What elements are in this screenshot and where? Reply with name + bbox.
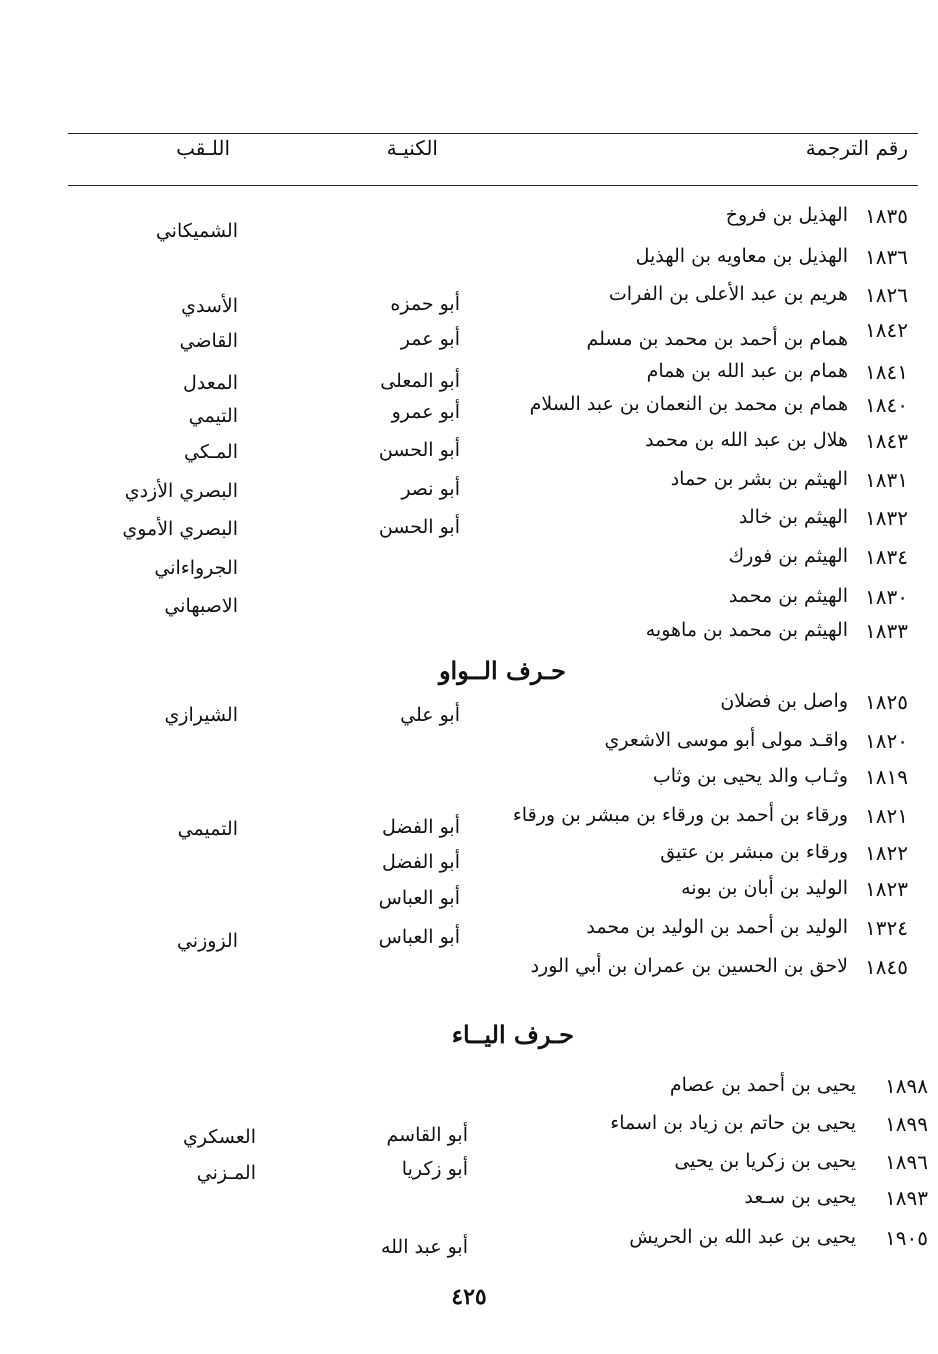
table-row bbox=[0, 955, 938, 987]
header-bottom-rule bbox=[68, 185, 918, 186]
table-row bbox=[0, 916, 938, 952]
entry-name: الوليد بن أحمد بن الوليد بن محمد bbox=[586, 916, 848, 938]
entry-number: ١٨٤٢ bbox=[865, 318, 908, 342]
entry-kunya: أبو علي bbox=[400, 704, 460, 726]
entry-name: ورقاء بن مبشر بن عتيق bbox=[660, 841, 848, 863]
entry-laqab: المـكي bbox=[184, 441, 238, 463]
table-row bbox=[0, 690, 938, 726]
entry-laqab: البصري الأزدي bbox=[124, 480, 238, 502]
entry-number: ١٨٩٣ bbox=[885, 1186, 928, 1210]
table-row bbox=[0, 245, 938, 277]
table-row bbox=[0, 506, 938, 538]
table-row bbox=[0, 1112, 938, 1148]
entry-name: هريم بن عبد الأعلى بن الفرات bbox=[608, 283, 848, 305]
entry-laqab: التميمي bbox=[177, 818, 238, 840]
entry-number: ١٨٣٢ bbox=[865, 506, 908, 530]
entry-number: ١٨١٩ bbox=[865, 765, 908, 789]
entry-name: الوليد بن أبان بن بونه bbox=[681, 877, 848, 899]
entry-number: ١٨٣١ bbox=[865, 468, 908, 492]
entry-number: ١٨٣٣ bbox=[865, 619, 908, 643]
entry-number: ١٨٢٥ bbox=[865, 690, 908, 714]
entry-kunya: أبو الحسن bbox=[378, 439, 460, 461]
entry-laqab: الشيرازي bbox=[164, 704, 238, 726]
entry-name: يحيى بن زكريا بن يحيى bbox=[674, 1150, 856, 1172]
table-row bbox=[0, 765, 938, 797]
entry-kunya: أبو الحسن bbox=[378, 516, 460, 538]
entry-kunya: أبو المعلى bbox=[380, 370, 460, 392]
entry-number: ١٨٩٦ bbox=[885, 1150, 928, 1174]
table-row bbox=[0, 1186, 938, 1218]
entry-number: ١٨٩٨ bbox=[885, 1074, 928, 1098]
entry-number: ١٨٢٢ bbox=[865, 841, 908, 865]
entry-laqab: الزوزني bbox=[176, 930, 238, 952]
table-row bbox=[0, 468, 938, 500]
entry-laqab: البصري الأموي bbox=[122, 518, 238, 540]
entry-name: وثـاب والد يحيى بن وثاب bbox=[652, 765, 848, 787]
entry-number: ١٨٣٠ bbox=[865, 585, 908, 609]
entry-number: ١٨٢٣ bbox=[865, 877, 908, 901]
header-number-column: رقم الترجمة bbox=[805, 136, 908, 160]
table-row bbox=[0, 393, 938, 425]
entry-number: ١٨٣٦ bbox=[865, 245, 908, 269]
entry-name: لاحق بن الحسين بن عمران بن أبي الورد bbox=[530, 955, 848, 977]
entry-laqab: العسكري bbox=[182, 1126, 256, 1148]
entry-number: ١٣٢٤ bbox=[865, 916, 908, 940]
entry-laqab: القاضي bbox=[179, 330, 238, 352]
entry-name: همام بن محمد بن النعمان بن عبد السلام bbox=[529, 393, 848, 415]
entry-laqab: الجرواءاني bbox=[154, 557, 238, 579]
entry-name: ورقاء بن أحمد بن ورقاء بن مبشر بن ورقاء bbox=[512, 804, 848, 826]
table-row bbox=[0, 545, 938, 577]
entry-name: الهيثم بن بشر بن حماد bbox=[670, 468, 848, 490]
section-title-waw: حـرف الــواو bbox=[438, 656, 566, 685]
entry-name: واقـد مولى أبو موسى الاشعري bbox=[604, 729, 848, 751]
section-title-ya: حـرف اليــاء bbox=[451, 1020, 574, 1049]
entry-number: ١٨٢٠ bbox=[865, 729, 908, 753]
entry-name: هلال بن عبد الله بن محمد bbox=[645, 429, 848, 451]
entry-name: الهيثم بن خالد bbox=[738, 506, 848, 528]
entry-laqab: التيمي bbox=[188, 405, 238, 427]
entry-number: ١٩٠٥ bbox=[885, 1226, 928, 1250]
entry-name: الهيثم بن فورك bbox=[728, 545, 848, 567]
entry-name: الهيثم بن محمد بن ماهويه bbox=[645, 619, 848, 641]
entry-number: ١٨٣٤ bbox=[865, 545, 908, 569]
entry-kunya: أبو القاسم bbox=[386, 1124, 468, 1146]
table-row bbox=[0, 729, 938, 761]
entry-kunya: أبو عبد الله bbox=[380, 1236, 468, 1258]
header-top-rule bbox=[68, 133, 918, 134]
table-row bbox=[0, 841, 938, 873]
entry-name: الهذيل بن فروخ bbox=[725, 204, 848, 226]
entry-kunya: أبو حمزه bbox=[390, 293, 460, 315]
table-row bbox=[0, 429, 938, 461]
entry-number: ١٨٢٦ bbox=[865, 283, 908, 307]
table-row bbox=[0, 1074, 938, 1106]
entry-kunya: أبو عمرو bbox=[391, 401, 460, 423]
entry-number: ١٨٤١ bbox=[865, 360, 908, 384]
header-kunya-column: الكنيـة bbox=[386, 136, 438, 160]
entry-kunya: أبو العباس bbox=[378, 926, 460, 948]
entry-laqab: الشميكاني bbox=[155, 220, 238, 242]
entry-kunya: أبو الفضل bbox=[382, 851, 460, 873]
entry-name: يحيى بن أحمد بن عصام bbox=[669, 1074, 856, 1096]
table-row bbox=[0, 204, 938, 242]
entry-kunya: أبو عمر bbox=[400, 328, 460, 350]
page-number: ٤٢٥ bbox=[451, 1284, 487, 1310]
entry-laqab: الأسدي bbox=[181, 295, 238, 317]
header-laqab-column: اللـقب bbox=[176, 136, 230, 160]
entry-number: ١٨٩٩ bbox=[885, 1112, 928, 1136]
table-row bbox=[0, 1226, 938, 1258]
entry-laqab: المـزني bbox=[196, 1162, 256, 1184]
entry-name: واصل بن فضلان bbox=[720, 690, 848, 712]
table-row bbox=[0, 1150, 938, 1182]
table-row bbox=[0, 877, 938, 909]
table-row bbox=[0, 619, 938, 651]
entry-number: ١٨٢١ bbox=[865, 804, 908, 828]
entry-laqab: المعدل bbox=[183, 372, 238, 394]
entry-name: يحيى بن عبد الله بن الحريش bbox=[629, 1226, 856, 1248]
entry-name: الهذيل بن معاويه بن الهذيل bbox=[635, 245, 848, 267]
entry-name: يحيى بن حاتم بن زياد بن اسماء bbox=[610, 1112, 856, 1134]
entry-number: ١٨٤٥ bbox=[865, 955, 908, 979]
entry-number: ١٨٤٣ bbox=[865, 429, 908, 453]
table-row bbox=[0, 804, 938, 840]
table-row bbox=[0, 318, 938, 350]
entry-kunya: أبو العباس bbox=[378, 887, 460, 909]
entry-kunya: أبو زكريا bbox=[401, 1158, 468, 1180]
entry-name: يحيى بن سـعد bbox=[744, 1186, 856, 1208]
entry-laqab: الاصبهاني bbox=[164, 595, 238, 617]
entry-name: همام بن أحمد بن محمد بن مسلم bbox=[586, 328, 848, 350]
entry-kunya: أبو الفضل bbox=[382, 816, 460, 838]
entry-number: ١٨٣٥ bbox=[865, 204, 908, 228]
table-row bbox=[0, 283, 938, 315]
entry-name: الهيثم بن محمد bbox=[728, 585, 848, 607]
entry-name: همام بن عبد الله بن همام bbox=[646, 360, 848, 382]
table-row bbox=[0, 360, 938, 392]
entry-kunya: أبو نصر bbox=[401, 478, 460, 500]
entry-number: ١٨٤٠ bbox=[865, 393, 908, 417]
table-row bbox=[0, 585, 938, 617]
